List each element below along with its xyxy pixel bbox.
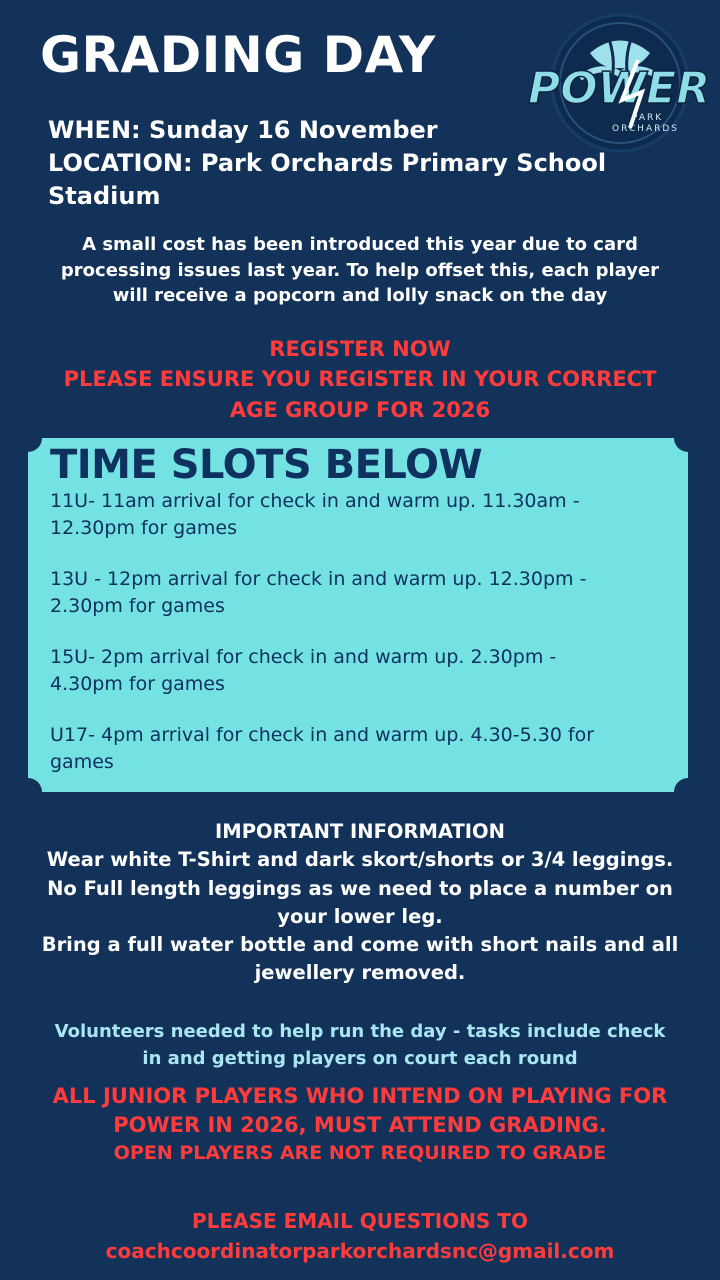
intro-text — [40, 232, 680, 309]
event-location: LOCATION: Park Orchards Primary School — [48, 149, 607, 178]
intro-line: processing issues last year. To help offset this, each player — [60, 259, 660, 281]
volunteers-notice — [40, 1018, 680, 1073]
register-line: AGE GROUP FOR 2026 — [229, 397, 491, 422]
register-line: PLEASE ENSURE YOU REGISTER IN YOUR CORRECT — [63, 367, 657, 392]
event-location-cont: Stadium — [48, 182, 161, 211]
contact-section — [20, 1206, 700, 1266]
time-slot-15u — [50, 644, 680, 697]
slot-line: 15U- 2pm arrival for check in and warm up. 2.30pm - — [50, 646, 557, 668]
register-heading: REGISTER NOW — [269, 337, 451, 361]
time-slot-13u — [50, 566, 680, 619]
slot-line: U17- 4pm arrival for check in and warm up. 4.30-5.30 for — [50, 724, 595, 746]
important-line: Wear white T-Shirt and dark skort/shorts or 3/4 leggings. — [46, 848, 674, 872]
slot-line: 13U - 12pm arrival for check in and warm up. 12.30pm - — [50, 568, 587, 590]
volunteers-line: Volunteers needed to help run the day - tasks include check — [54, 1021, 666, 1042]
important-line: your lower leg. — [277, 904, 443, 928]
important-heading: IMPORTANT INFORMATION — [215, 820, 505, 843]
intro-line: will receive a popcorn and lolly snack on the day — [112, 285, 608, 307]
register-notice — [20, 334, 700, 425]
requirement-line: POWER IN 2026, MUST ATTEND GRADING. — [113, 1113, 607, 1138]
contact-email[interactable]: coachcoordinatorparkorchardsnc@gmail.com — [105, 1239, 615, 1263]
slot-line: 4.30pm for games — [50, 672, 225, 695]
contact-label: PLEASE EMAIL QUESTIONS TO — [192, 1209, 528, 1233]
important-line: jewellery removed. — [254, 961, 466, 985]
requirement-line: ALL JUNIOR PLAYERS WHO INTEND ON PLAYING FOR — [52, 1084, 668, 1108]
logo-wordmark: POWER — [528, 63, 711, 114]
intro-line: A small cost has been introduced this year due to card — [82, 234, 638, 255]
volunteers-line: in and getting players on court each round — [142, 1048, 578, 1070]
slot-line: games — [50, 750, 114, 773]
time-slot-u17 — [50, 722, 680, 775]
page-title: GRADING DAY — [40, 26, 436, 84]
important-information — [20, 818, 700, 988]
time-slots-heading: TIME SLOTS BELOW — [50, 442, 483, 488]
event-details — [48, 114, 648, 213]
grading-requirement — [20, 1082, 700, 1166]
time-slots-panel — [28, 438, 688, 792]
important-line: No Full length leggings as we need to place a number on — [47, 876, 673, 900]
logo-subtitle-top: PARK — [632, 113, 664, 123]
slot-line: 12.30pm for games — [50, 516, 237, 539]
logo-subtitle-bottom: ORCHARDS — [612, 124, 679, 134]
slot-line: 11U- 11am arrival for check in and warm up. 11.30am - — [50, 490, 580, 512]
event-when: WHEN: Sunday 16 November — [48, 116, 438, 144]
slot-line: 2.30pm for games — [50, 594, 225, 617]
requirement-line: OPEN PLAYERS ARE NOT REQUIRED TO GRADE — [113, 1141, 607, 1164]
important-line: Bring a full water bottle and come with short nails and all — [41, 933, 679, 957]
time-slot-11u — [50, 488, 680, 541]
